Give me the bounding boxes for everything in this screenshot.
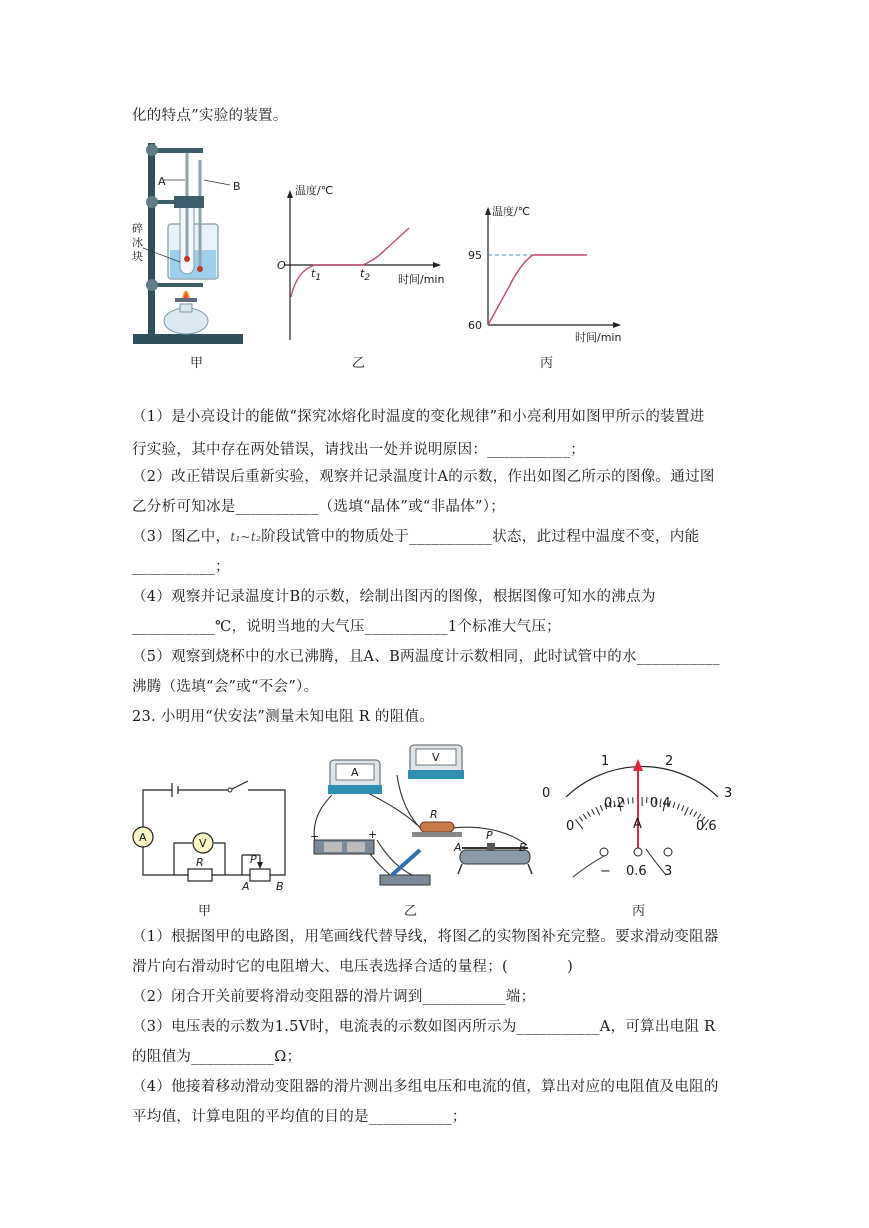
dial-unit: A xyxy=(633,817,642,832)
q22-3-a: （3）图乙中， xyxy=(132,529,231,545)
dial-tick xyxy=(694,812,697,817)
phys-r: R xyxy=(430,808,438,821)
graph-bing-y60: 60 xyxy=(468,319,482,332)
q22-1-line2: 行实验，其中存在两处错误，请找出一处并说明原因：___________； xyxy=(132,442,586,458)
dial-tick xyxy=(576,819,583,829)
phys-b: B xyxy=(519,841,527,854)
t1-label xyxy=(311,267,321,283)
t1-sub: 1 xyxy=(315,273,322,283)
q22-2-line1: （2）改正错误后重新实验，观察并记录温度计A的示数，作出如图乙所示的图像。通过图 xyxy=(132,469,715,485)
t2-letter: t xyxy=(360,267,365,280)
q22-1-line1: （1）是小亮设计的能做“探究冰熔化时温度的变化规律”和小亮利用如图甲所示的装置进 xyxy=(132,409,705,425)
t1-letter: t xyxy=(311,267,316,280)
q22-5-line2: 沸腾（选填“会”或“不会”）。 xyxy=(132,679,319,695)
battery-device xyxy=(314,840,374,854)
dial-tick xyxy=(579,817,582,822)
phys-plus: + xyxy=(368,828,378,841)
dial-top-2: 2 xyxy=(665,754,674,769)
dial-tick xyxy=(592,809,595,814)
dial-tick xyxy=(690,809,693,814)
apparatus-figure xyxy=(130,138,250,363)
graph-bing xyxy=(465,205,630,345)
phys-minus: − xyxy=(310,830,320,843)
dial-tick xyxy=(587,812,590,817)
q23-3-line1: （3）电压表的示数为1.5V时，电流表的示数如图丙所示为___________A，可算出电阻 R xyxy=(132,1019,716,1035)
circuit-v: V xyxy=(199,837,207,850)
ammeter-dial xyxy=(538,745,743,895)
graph-yi-curve xyxy=(291,228,409,297)
phys-p: P xyxy=(486,829,493,842)
q22-4-line1: （4）观察并记录温度计B的示数，绘制出图丙的图像，根据图像可知水的沸点为 xyxy=(132,589,656,605)
terminal-minus: − xyxy=(600,864,611,879)
q23-title: 23. 小明用“伏安法”测量未知电阻 R 的阻值。 xyxy=(132,709,435,725)
ice-label-1: 碎 xyxy=(132,222,143,235)
phys-ammeter-a: A xyxy=(351,766,359,779)
phys-a: A xyxy=(454,841,462,854)
graph-yi-xlabel: 时间/min xyxy=(398,273,445,286)
circuit-p: P xyxy=(250,853,257,866)
dial-bot-04: 0.4 xyxy=(650,796,671,811)
caption-jia-1: 甲 xyxy=(190,356,204,371)
label-a: A xyxy=(158,175,166,188)
t2-label xyxy=(360,267,370,283)
dial-bot-02: 0.2 xyxy=(604,796,625,811)
graph-yi-origin: O xyxy=(277,259,286,272)
phys-voltmeter-v: V xyxy=(432,751,440,764)
label-b: B xyxy=(233,180,241,193)
dial-tick xyxy=(628,798,629,804)
dial-bot-0: 0 xyxy=(566,819,575,834)
q23-2-line1: （2）闭合开关前要将滑动变阻器的滑片调到___________端； xyxy=(132,989,536,1005)
dial-tick xyxy=(673,802,675,808)
graph-bing-curve xyxy=(488,255,587,325)
graph-yi-ylabel: 温度/℃ xyxy=(295,184,334,197)
caption-bing-2: 丙 xyxy=(632,904,646,919)
q23-1-line2: 滑片向右滑动时它的电阻增大、电压表选择合适的量程；( ) xyxy=(132,959,574,975)
q22-3-line1 xyxy=(132,525,699,546)
dial-tick xyxy=(583,814,586,819)
ice-label-3: 块 xyxy=(132,250,143,263)
caption-bing-1: 丙 xyxy=(540,356,554,371)
q22-4-line2: ___________℃，说明当地的大气压___________1个标准大气压； xyxy=(132,619,561,635)
q23-4-line2: 平均值，计算电阻的平均值的目的是___________； xyxy=(132,1109,467,1125)
caption-yi-2: 乙 xyxy=(404,904,418,919)
circuit-end-a: A xyxy=(242,880,250,893)
graph-bing-xlabel: 时间/min xyxy=(575,331,622,344)
terminal-06: 0.6 xyxy=(626,864,647,879)
dial-tick xyxy=(633,797,634,803)
q22-3-b: 阶段试管中的物质处于___________状态，此过程中温度不变，内能 xyxy=(261,529,700,545)
q22-3-t: t₁~t₂ xyxy=(230,530,262,544)
q23-4-line1: （4）他接着移动滑动变阻器的滑片测出多组电压和电流的值，算出对应的电阻值及电阻的 xyxy=(132,1079,719,1095)
dial-tick xyxy=(685,807,689,815)
t2-sub: 2 xyxy=(364,273,371,283)
caption-yi-1: 乙 xyxy=(352,356,366,371)
graph-yi xyxy=(275,185,450,345)
circuit-diagram xyxy=(130,775,295,895)
q22-2-line2: 乙分析可知冰是___________（选填“晶体”或“非晶体”）； xyxy=(132,499,506,515)
q22-5-line1: （5）观察到烧杯中的水已沸腾，且A、B两温度计示数相同，此时试管中的水___________ xyxy=(132,649,720,665)
dial-tick xyxy=(677,804,679,810)
resistor-device xyxy=(412,822,462,837)
dial-top-1: 1 xyxy=(601,754,610,769)
dial-bot-06: 0.6 xyxy=(696,819,717,834)
terminal-3: 3 xyxy=(664,864,673,879)
physical-circuit xyxy=(302,740,537,895)
q23-3-line2: 的阻值为___________Ω； xyxy=(132,1049,302,1065)
dial-top-3: 3 xyxy=(724,786,733,801)
circuit-r: R xyxy=(196,856,204,869)
q22-3-line2: ___________； xyxy=(132,559,230,575)
q23-1-line1: （1）根据图甲的电路图，用笔画线代替导线，将图乙的实物图补充完整。要求滑动变阻器 xyxy=(132,929,719,945)
ice-label-2: 冰 xyxy=(132,236,143,249)
graph-bing-y95: 95 xyxy=(468,249,482,262)
dial-tick xyxy=(682,805,684,811)
dial-tick xyxy=(596,807,600,815)
circuit-a: A xyxy=(139,831,147,844)
caption-jia-2: 甲 xyxy=(198,904,212,919)
graph-bing-ylabel: 温度/℃ xyxy=(492,205,531,218)
intro-text: 化的特点”实验的装置。 xyxy=(132,108,288,124)
dial-tick xyxy=(600,805,602,811)
dial-top-0: 0 xyxy=(542,786,551,801)
circuit-end-b: B xyxy=(276,880,284,893)
